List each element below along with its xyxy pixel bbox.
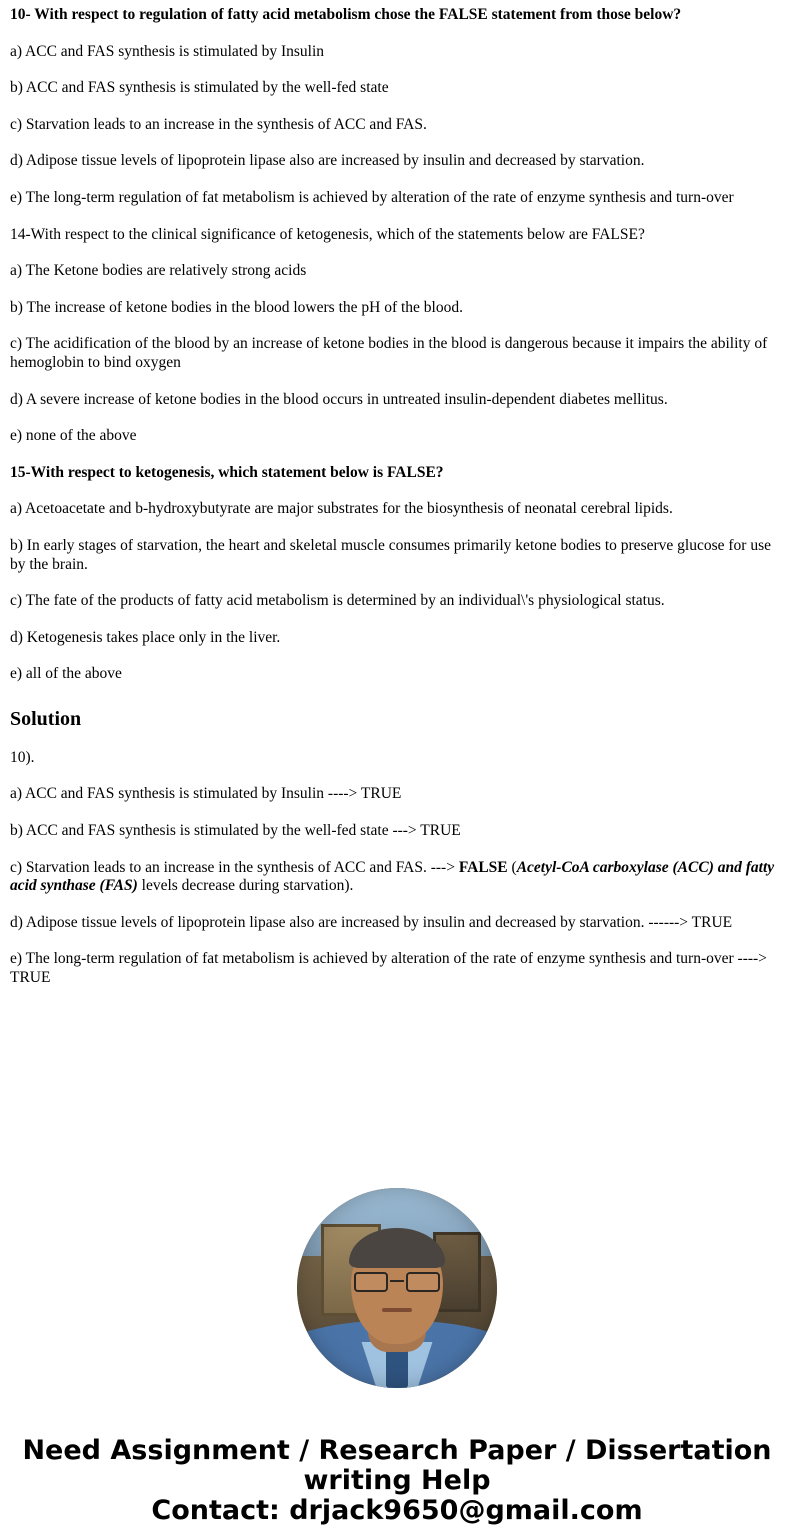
author-photo-container [10, 1188, 784, 1388]
question-heading: 10- With respect to regulation of fatty acid metabolism chose the FALSE statement from those below? [10, 6, 682, 23]
false-emphasis: FALSE [458, 858, 508, 876]
option-text: d) Ketogenesis takes place only in the liver. [10, 628, 281, 646]
solution-c-part2: levels decrease during starvation). [137, 877, 354, 895]
solution-line-c [10, 859, 784, 896]
avatar [297, 1188, 497, 1388]
option-item [10, 427, 784, 446]
option-item [10, 500, 784, 519]
solution-line-e: e) The long-term regulation of fat metabolism is achieved by alteration of the rate of enzyme synthesis and turn-over ----> TRUE [10, 950, 767, 987]
solution-heading: Solution [10, 707, 82, 730]
solution-line-a: a) ACC and FAS synthesis is stimulated by Insulin ----> TRUE [10, 785, 402, 803]
solution-c-part1: c) Starvation leads to an increase in the synthesis of ACC and FAS. ---> [10, 858, 459, 876]
option-item [10, 629, 784, 648]
solution-number-text: 10). [10, 748, 35, 766]
option-item [10, 335, 784, 372]
option-item [10, 665, 784, 684]
question-heading: 15-With respect to ketogenesis, which statement below is FALSE? [10, 463, 444, 481]
solution-line-d: d) Adipose tissue levels of lipoprotein lipase also are increased by insulin and decreased by starvation. ------> TRUE [10, 913, 733, 931]
option-text: c) Starvation leads to an increase in the synthesis of ACC and FAS. [10, 115, 427, 133]
option-text: d) Adipose tissue levels of lipoprotein lipase also are increased by insulin and decreased by starvation. [10, 152, 645, 170]
option-text: e) all of the above [10, 665, 122, 683]
option-item [10, 152, 784, 171]
question-heading: 14-With respect to the clinical significance of ketogenesis, which of the statements below are FALSE? [10, 225, 645, 243]
question-block [10, 6, 784, 25]
option-item [10, 391, 784, 410]
promo-contact: Contact: drjack9650@gmail.com [151, 1495, 643, 1526]
option-text: b) The increase of ketone bodies in the blood lowers the pH of the blood. [10, 298, 463, 316]
option-text: d) A severe increase of ketone bodies in the blood occurs in untreated insulin-dependent diabetes mellitus. [10, 390, 668, 408]
question-block [10, 226, 784, 245]
photo-vignette [297, 1188, 497, 1388]
option-text: a) The Ketone bodies are relatively strong acids [10, 262, 307, 280]
solution-line-b: b) ACC and FAS synthesis is stimulated by the well-fed state ---> TRUE [10, 822, 461, 840]
promo-line-1: Need Assignment / Research Paper / Dissertation [22, 1434, 772, 1466]
solution-line [10, 950, 784, 987]
option-item [10, 43, 784, 62]
option-text: b) In early stages of starvation, the heart and skeletal muscle consumes primarily ketone bodies to preserve glucose for use by the brain. [10, 536, 771, 573]
option-text: b) ACC and FAS synthesis is stimulated by the well-fed state [10, 79, 389, 97]
solution-line [10, 914, 784, 933]
option-text: c) The fate of the products of fatty acid metabolism is determined by an individual\'s physiological status. [10, 592, 665, 610]
option-text: e) none of the above [10, 427, 137, 445]
solution-line [10, 859, 784, 896]
option-item [10, 537, 784, 574]
option-item [10, 116, 784, 135]
option-item [10, 189, 784, 208]
solution-c-paren: ( [507, 858, 517, 876]
option-item [10, 262, 784, 281]
promo-block [10, 1436, 784, 1526]
solution-line [10, 785, 784, 804]
promo-line-2: writing Help [303, 1464, 491, 1496]
enzyme-names-italic: Acetyl-CoA carboxylase (ACC) and fatty acid synthase (FAS) [10, 858, 775, 895]
option-item [10, 79, 784, 98]
question-block [10, 464, 784, 483]
solution-number [10, 749, 784, 768]
option-item [10, 299, 784, 318]
option-text: c) The acidification of the blood by an increase of ketone bodies in the blood is dangerous because it impairs the ability of hemoglobin to bind oxygen [10, 335, 768, 371]
option-text: e) The long-term regulation of fat metabolism is achieved by alteration of the rate of enzyme synthesis and turn-over [10, 188, 734, 206]
option-text: a) ACC and FAS synthesis is stimulated by Insulin [10, 42, 325, 60]
option-text: a) Acetoacetate and b-hydroxybutyrate are major substrates for the biosynthesis of neonatal cerebral lipids. [10, 500, 673, 518]
option-item [10, 592, 784, 611]
solution-line [10, 822, 784, 841]
